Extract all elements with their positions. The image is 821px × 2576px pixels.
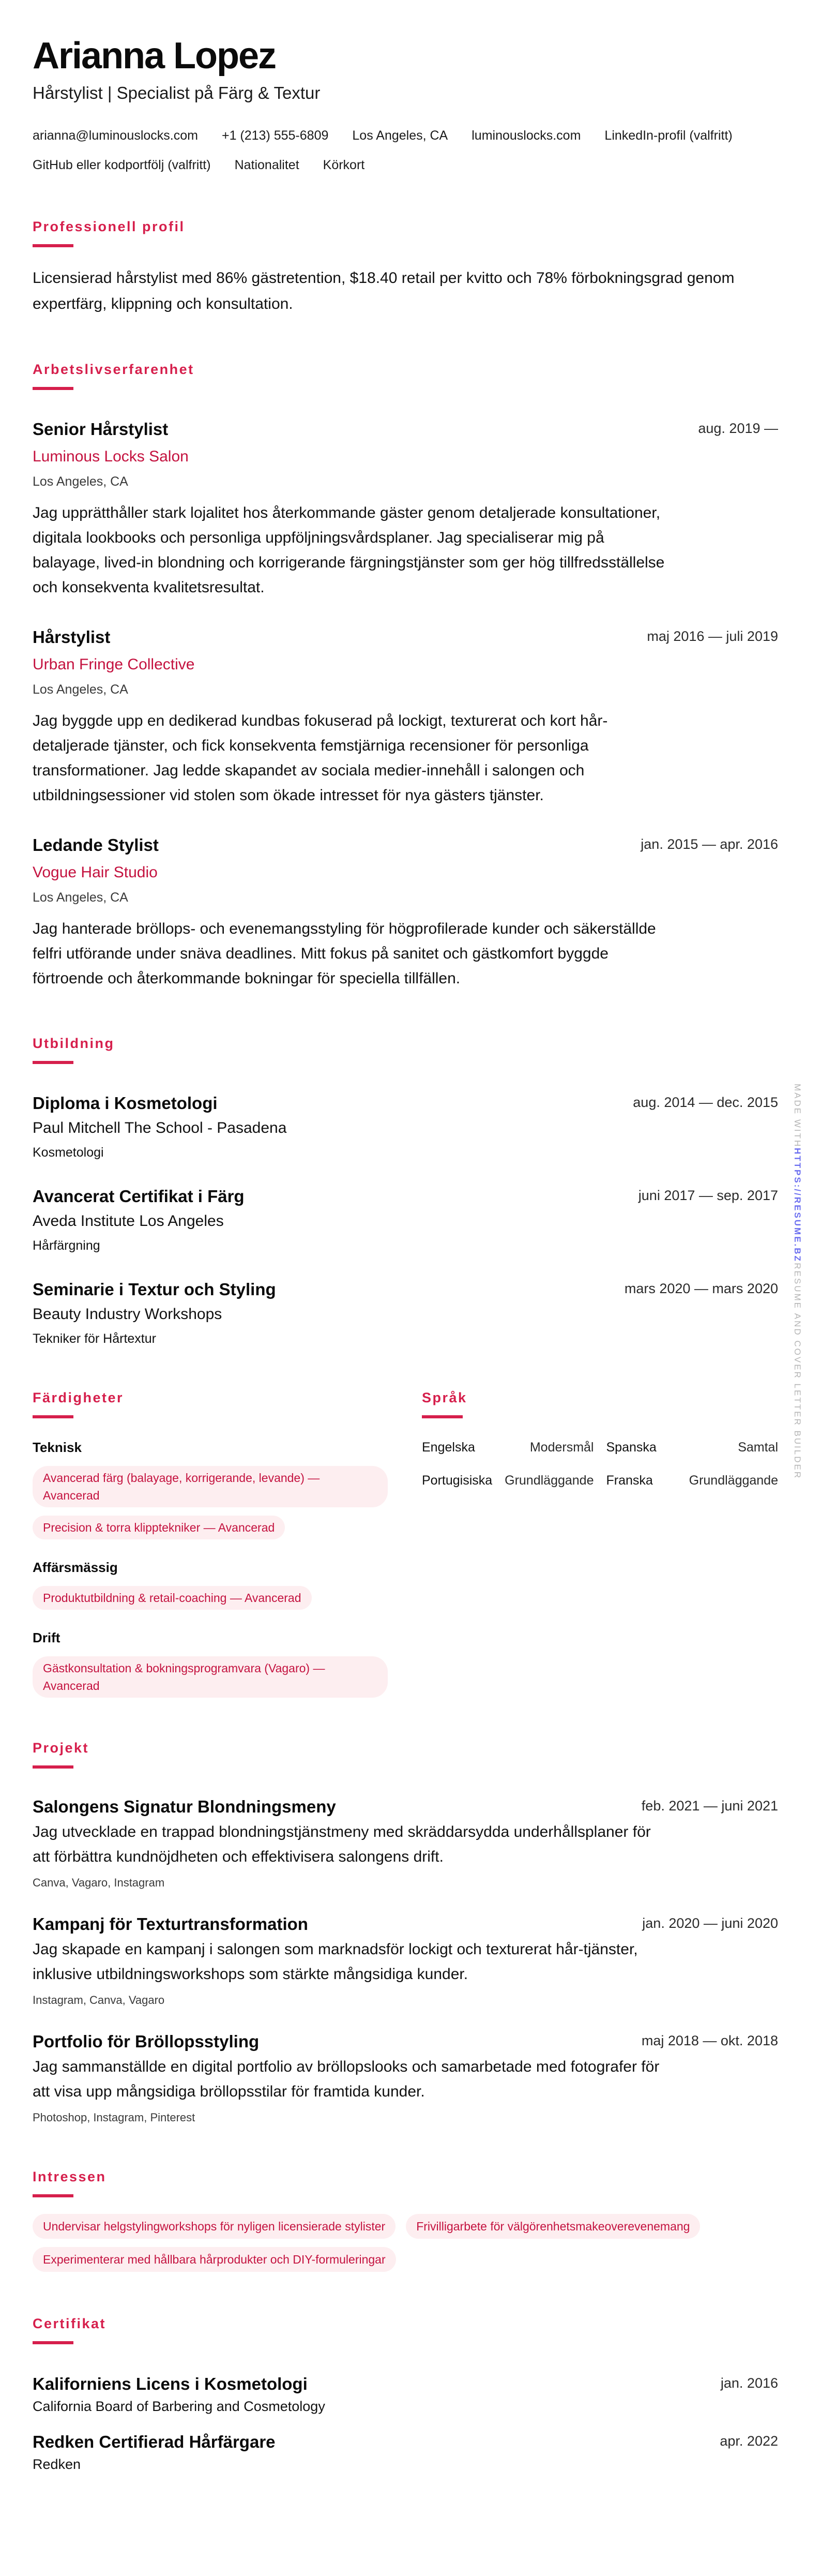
certificates-section: [33, 2314, 778, 2474]
builder-watermark: [790, 1084, 804, 1479]
interests-section: [33, 2167, 778, 2272]
degree-name: Avancerat Certifikat i Färg: [33, 1187, 245, 1206]
candidate-headline: Hårstylist | Specialist på Färg & Textur: [33, 83, 321, 102]
experience-entry: [33, 418, 778, 600]
certificate-entry: [33, 2373, 778, 2416]
section-divider: [33, 1415, 73, 1418]
section-divider: [33, 2341, 73, 2344]
section-title: Arbetslivserfarenhet: [33, 362, 194, 377]
contact-list: [33, 126, 778, 174]
section-divider: [422, 1415, 463, 1418]
job-location: Los Angeles, CA: [33, 890, 128, 905]
project-description: Jag utvecklade en trappad blondningstjänstmeny med skräddarsydda underhållsplaner för att förbättra kundnöjdheten och effektivisera salongens drift.: [33, 1823, 651, 1865]
section-divider: [33, 1765, 73, 1769]
field-of-study: Tekniker för Hårtextur: [33, 1331, 156, 1346]
language-item: [606, 1471, 779, 1490]
contact-item[interactable]: GitHub eller kodportfölj (valfritt): [33, 158, 211, 172]
skill-group: [33, 1438, 422, 1539]
section-title: Projekt: [33, 1740, 89, 1756]
job-description: Jag byggde upp en dedikerad kundbas fokuserad på lockigt, texturerat och kort hår-detaljerade tjänster, och fick konsekventa femstjärniga recensioner för personliga transformationer. Jag ledde skapandet av sociala medier-innehåll i salongen och utbildningsessioner vid stolen som ökade intresset för nya gästers tjänster.: [33, 712, 608, 804]
watermark-link[interactable]: HTTPS://RESUME.BZ: [793, 1148, 802, 1263]
education-entry: [33, 1185, 778, 1255]
project-dates: feb. 2021 — juni 2021: [641, 1798, 778, 1814]
skill-group-title: Drift: [33, 1630, 60, 1645]
company-name: Luminous Locks Salon: [33, 448, 189, 465]
job-description: Jag hanterade bröllops- och evenemangsstyling för högprofilerade kunder och säkerställde felfri utförande under snäva deadlines. Mitt fokus på sanitet och gästkomfort byggde förtroende och återkommande bokningar för speciella tillfällen.: [33, 920, 656, 987]
job-title: Hårstylist: [33, 627, 111, 647]
experience-entry: [33, 626, 778, 808]
project-list: [33, 1795, 778, 2126]
project-name: Salongens Signatur Blondningsmeny: [33, 1797, 336, 1816]
skill-pill: Produktutbildning & retail-coaching — Avancerad: [33, 1586, 312, 1610]
section-title: Intressen: [33, 2169, 107, 2184]
profile-section: [33, 217, 778, 317]
language-name: Franska: [606, 1473, 653, 1488]
language-name: Spanska: [606, 1440, 657, 1455]
section-title: Färdigheter: [33, 1390, 124, 1405]
interest-pill: Experimenterar med hållbara hårprodukter och DIY-formuleringar: [33, 2247, 396, 2272]
interest-list: [33, 2214, 778, 2272]
languages-section: [422, 1388, 778, 1698]
education-entry: [33, 1092, 778, 1162]
skill-pills: [33, 1656, 422, 1698]
job-title: Senior Hårstylist: [33, 420, 169, 439]
skill-groups: [33, 1438, 422, 1698]
contact-item: Los Angeles, CA: [352, 128, 448, 143]
project-entry: [33, 1913, 778, 2009]
section-title: Utbildning: [33, 1036, 115, 1051]
school-name: Beauty Industry Workshops: [33, 1306, 222, 1323]
project-tools: Photoshop, Instagram, Pinterest: [33, 2111, 195, 2124]
field-of-study: Kosmetologi: [33, 1145, 104, 1160]
project-dates: jan. 2020 — juni 2020: [642, 1915, 778, 1931]
language-name: Engelska: [422, 1440, 475, 1455]
contact-item[interactable]: luminouslocks.com: [472, 128, 581, 143]
interest-pill: Frivilligarbete för välgörenhetsmakeoverevenemang: [406, 2214, 700, 2239]
section-divider: [33, 387, 73, 390]
watermark-prefix: MADE WITH: [793, 1084, 802, 1148]
education-section: [33, 1034, 778, 1348]
skills-section: [33, 1388, 422, 1698]
contact-item[interactable]: arianna@luminouslocks.com: [33, 128, 198, 143]
education-entry: [33, 1278, 778, 1348]
interest-pill: Undervisar helgstylingworkshops för nyligen licensierade stylister: [33, 2214, 396, 2239]
project-tools: Instagram, Canva, Vagaro: [33, 1994, 165, 2006]
experience-section: [33, 360, 778, 991]
contact-item: Körkort: [323, 158, 365, 172]
section-title: Språk: [422, 1390, 467, 1405]
profile-summary: Licensierad hårstylist med 86% gästretention, $18.40 retail per kvitto och 78% förbokningsgrad genom expertfärg, klippning och konsultation.: [33, 269, 735, 312]
project-description: Jag skapade en kampanj i salongen som marknadsför lockigt och texturerat hår-tjänster, inklusive utbildningsworkshops som stärkte mångsidiga kunder.: [33, 1941, 638, 1983]
contact-item: Nationalitet: [234, 158, 299, 172]
project-tools: Canva, Vagaro, Instagram: [33, 1876, 165, 1889]
section-title: Certifikat: [33, 2316, 107, 2331]
job-description: Jag upprätthåller stark lojalitet hos återkommande gäster genom detaljerade konsultationer, digitala lookbooks och personliga uppföljningsvårdsplaner. Jag specialiserar mig på balayage, lived-in blondning och korrigerande färgningstjänster som ger hög tillfredsställelse och konsekventa kvalitetsresultat.: [33, 504, 665, 596]
candidate-name: Arianna Lopez: [33, 35, 276, 77]
project-description: Jag sammanställde en digital portfolio av bröllopslooks och samarbetade med fotografer för att visa upp mångsidiga bröllopsstilar för framtida kunder.: [33, 2058, 660, 2100]
job-dates: aug. 2019 —: [698, 421, 778, 436]
project-entry: [33, 2030, 778, 2126]
job-location: Los Angeles, CA: [33, 682, 128, 697]
section-title: Professionell profil: [33, 219, 185, 234]
language-level: Samtal: [738, 1440, 778, 1455]
education-dates: juni 2017 — sep. 2017: [638, 1188, 778, 1203]
language-level: Grundläggande: [689, 1473, 778, 1488]
school-name: Paul Mitchell The School - Pasadena: [33, 1119, 287, 1136]
skill-pill: Precision & torra klipptekniker — Avancerad: [33, 1516, 285, 1539]
field-of-study: Hårfärgning: [33, 1238, 100, 1253]
experience-list: [33, 418, 778, 991]
skill-group-title: Affärsmässig: [33, 1560, 118, 1575]
job-dates: jan. 2015 — apr. 2016: [641, 836, 778, 852]
certificate-list: [33, 2373, 778, 2474]
skill-pill: Gästkonsultation & bokningsprogramvara (Vagaro) — Avancerad: [33, 1656, 388, 1698]
section-divider: [33, 244, 73, 247]
certificate-issuer: Redken: [33, 2457, 81, 2472]
project-name: Kampanj för Texturtransformation: [33, 1914, 308, 1934]
language-item: [606, 1438, 779, 1457]
company-name: Urban Fringe Collective: [33, 656, 195, 673]
education-dates: aug. 2014 — dec. 2015: [633, 1095, 778, 1110]
section-divider: [33, 2194, 73, 2197]
certificate-name: Kaliforniens Licens i Kosmetologi: [33, 2374, 308, 2393]
job-location: Los Angeles, CA: [33, 474, 128, 489]
contact-item: +1 (213) 555-6809: [221, 128, 329, 143]
skill-group: [33, 1628, 422, 1698]
certificate-date: apr. 2022: [720, 2433, 778, 2449]
language-item: [422, 1471, 594, 1490]
skills-languages-row: [33, 1388, 778, 1698]
school-name: Aveda Institute Los Angeles: [33, 1212, 224, 1230]
watermark-suffix: RESUME AND COVER LETTER BUILDER: [793, 1263, 802, 1480]
degree-name: Diploma i Kosmetologi: [33, 1094, 218, 1113]
project-dates: maj 2018 — okt. 2018: [641, 2033, 778, 2048]
project-entry: [33, 1795, 778, 1891]
certificate-name: Redken Certifierad Hårfärgare: [33, 2432, 276, 2451]
language-item: [422, 1438, 594, 1457]
language-list: [422, 1438, 778, 1490]
contact-item[interactable]: LinkedIn-profil (valfritt): [604, 128, 733, 143]
degree-name: Seminarie i Textur och Styling: [33, 1280, 276, 1299]
skill-pill: Avancerad färg (balayage, korrigerande, levande) — Avancerad: [33, 1466, 388, 1507]
skill-group: [33, 1558, 422, 1610]
company-name: Vogue Hair Studio: [33, 864, 158, 881]
certificate-issuer: California Board of Barbering and Cosmetology: [33, 2399, 325, 2414]
education-dates: mars 2020 — mars 2020: [624, 1281, 778, 1296]
skill-pills: [33, 1466, 422, 1539]
resume-page: [33, 35, 778, 2474]
project-name: Portfolio för Bröllopsstyling: [33, 2032, 260, 2051]
skill-group-title: Teknisk: [33, 1440, 82, 1455]
certificate-date: jan. 2016: [720, 2375, 778, 2391]
language-name: Portugisiska: [422, 1473, 493, 1488]
section-divider: [33, 1061, 73, 1064]
language-level: Modersmål: [529, 1440, 594, 1455]
certificate-entry: [33, 2431, 778, 2474]
language-level: Grundläggande: [505, 1473, 594, 1488]
job-dates: maj 2016 — juli 2019: [647, 628, 778, 644]
job-title: Ledande Stylist: [33, 835, 159, 855]
experience-entry: [33, 834, 778, 991]
skill-pills: [33, 1586, 422, 1610]
projects-section: [33, 1739, 778, 2126]
education-list: [33, 1092, 778, 1348]
